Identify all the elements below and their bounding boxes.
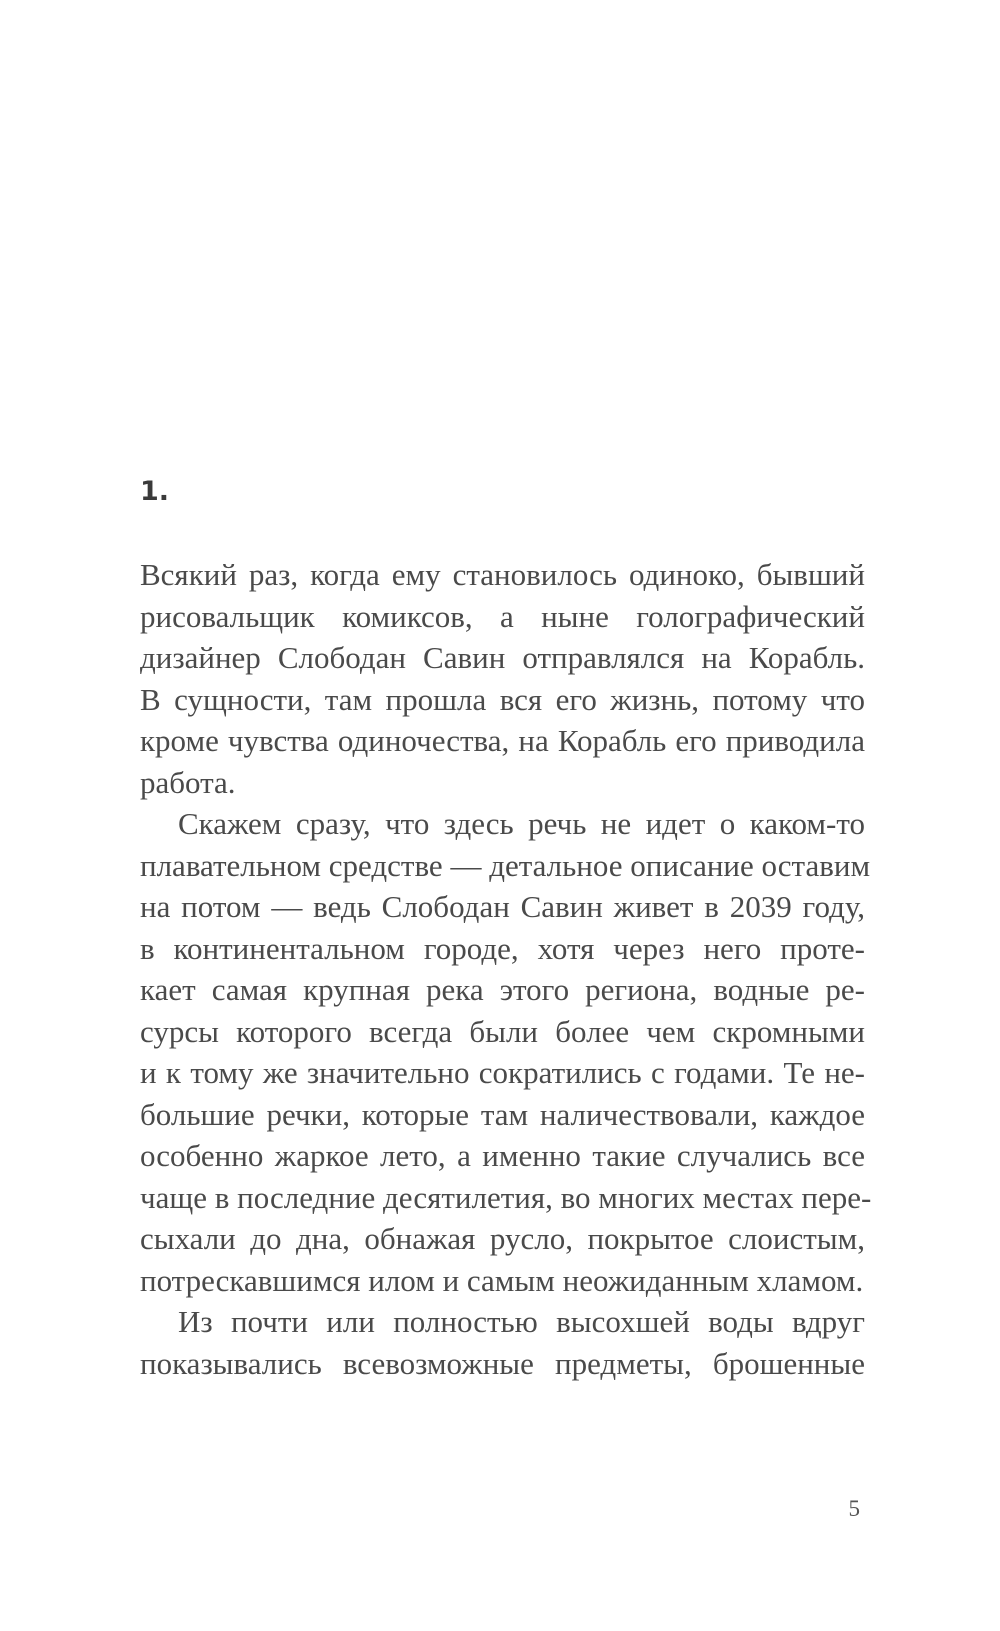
text-line: сурсы которого всегда были более чем скромными xyxy=(140,1013,865,1049)
text-line: на потом — ведь Слободан Савин живет в 2039 году, xyxy=(140,889,865,924)
text-line: работа. xyxy=(140,764,236,800)
text-line: чаще в последние десятилетия, во многих местах пере- xyxy=(140,1179,872,1215)
body-text xyxy=(140,554,872,1384)
page-number: 5 xyxy=(848,1496,860,1521)
text-line: плавательном средстве — детальное описание оставим xyxy=(140,847,871,883)
text-line: в континентальном городе, хотя через него проте- xyxy=(140,930,865,966)
text-line: большие речки, которые там наличествовали, каждое xyxy=(140,1096,865,1132)
chapter-number: 1. xyxy=(140,476,170,507)
text-line: потрескавшимся илом и самым неожиданным хламом. xyxy=(140,1262,864,1298)
text-line: сыхали до дна, обнажая русло, покрытое слоистым, xyxy=(140,1221,865,1256)
text-line: особенно жаркое лето, а именно такие случались все xyxy=(140,1138,865,1173)
text-line: кает самая крупная река этого региона, водные ре- xyxy=(140,972,865,1007)
text-line: дизайнер Слободан Савин отправлялся на Корабль. xyxy=(140,640,865,675)
text-line: кроме чувства одиночества, на Корабль его приводила xyxy=(140,723,865,758)
text-line: и к тому же значительно сократились с годами. Те не- xyxy=(140,1055,865,1090)
text-line: показывались всевозможные предметы, брошенные xyxy=(140,1345,865,1381)
text-line: Всякий раз, когда ему становилось одиноко, бывший xyxy=(140,557,865,592)
text-line: Из почти или полностью высохшей воды вдруг xyxy=(178,1304,865,1339)
text-line: В сущности, там прошла вся его жизнь, потому что xyxy=(140,681,865,717)
text-line: Скажем сразу, что здесь речь не идет о каком-то xyxy=(178,806,865,841)
text-line: рисовальщик комиксов, а ныне голографический xyxy=(140,598,865,634)
